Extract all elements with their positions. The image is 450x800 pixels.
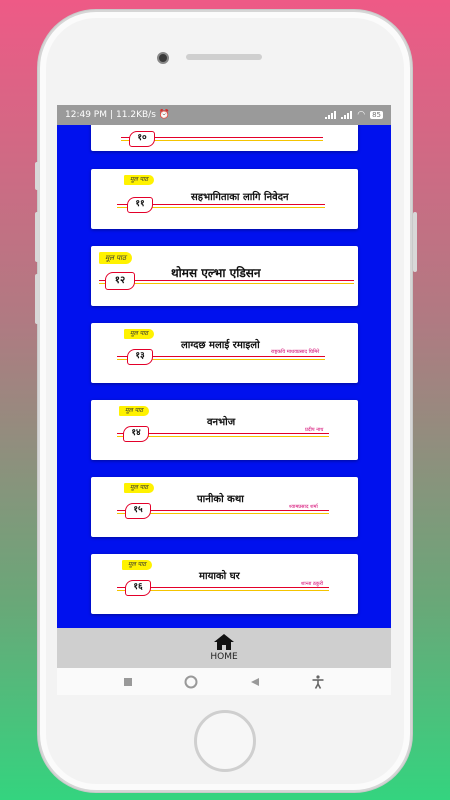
system-navigation-bar bbox=[57, 668, 391, 695]
lesson-card[interactable] bbox=[91, 169, 358, 229]
front-camera bbox=[157, 52, 169, 64]
lesson-author: शान्ता ठकुरी bbox=[301, 581, 324, 587]
lesson-title: वनभोज bbox=[207, 417, 236, 428]
lesson-badge: मूल पाठ bbox=[119, 406, 149, 416]
home-tab[interactable] bbox=[210, 634, 237, 662]
lesson-card[interactable] bbox=[91, 400, 358, 460]
lesson-number: १३ bbox=[127, 349, 153, 365]
recent-apps-icon[interactable] bbox=[123, 677, 133, 687]
lesson-badge: मूल पाठ bbox=[124, 329, 154, 339]
lesson-badge: मूल पाठ bbox=[124, 175, 154, 185]
home-circle-icon[interactable] bbox=[184, 675, 198, 689]
volume-down-button bbox=[35, 274, 39, 324]
lesson-number: १० bbox=[129, 131, 155, 147]
phone-home-button[interactable] bbox=[194, 710, 256, 772]
home-icon bbox=[214, 634, 234, 650]
lesson-card[interactable] bbox=[91, 554, 358, 614]
power-button bbox=[413, 212, 417, 272]
lesson-badge: मूल पाठ bbox=[99, 252, 132, 264]
title-underline-accent bbox=[117, 436, 329, 437]
lesson-card[interactable] bbox=[91, 125, 358, 151]
status-bar: 12:49 PM | 11.2KB/s ⏰ ◠ 85 bbox=[57, 105, 391, 125]
lesson-number: १४ bbox=[123, 426, 149, 442]
lesson-author: श्यामप्रसाद शर्मा bbox=[289, 504, 318, 510]
back-icon[interactable] bbox=[250, 677, 260, 687]
title-underline-accent bbox=[99, 283, 354, 284]
earpiece-speaker bbox=[186, 54, 262, 60]
battery-icon: 85 bbox=[372, 111, 381, 119]
lesson-card[interactable] bbox=[91, 477, 358, 537]
lesson-number: १५ bbox=[125, 503, 151, 519]
title-underline bbox=[99, 280, 354, 281]
lesson-title: लाग्दछ मलाई रमाइलो bbox=[181, 340, 260, 351]
status-speed: 11.2KB/s bbox=[116, 110, 156, 120]
lesson-author: प्रदीप नाथ bbox=[305, 427, 324, 433]
lesson-title: थोमस एल्भा एडिसन bbox=[171, 266, 261, 280]
lesson-author: राष्ट्रकवि माधवप्रसाद घिमिरे bbox=[271, 349, 320, 355]
lesson-number: १२ bbox=[105, 272, 135, 290]
home-tab-label: HOME bbox=[210, 652, 238, 662]
lesson-title: मायाको घर bbox=[199, 571, 240, 582]
accessibility-icon[interactable] bbox=[311, 675, 325, 689]
lesson-number: १६ bbox=[125, 580, 151, 596]
bottom-navigation bbox=[57, 628, 391, 668]
lesson-badge: मूल पाठ bbox=[124, 483, 154, 493]
alarm-icon: ⏰ bbox=[158, 110, 171, 120]
lesson-number: ११ bbox=[127, 197, 153, 213]
status-time: 12:49 PM bbox=[65, 110, 107, 120]
lesson-badge: मूल पाठ bbox=[122, 560, 152, 570]
wifi-icon: ◠ bbox=[357, 110, 366, 120]
cell-signal-2-icon bbox=[341, 111, 352, 119]
lesson-title: सहभागिताका लागि निवेदन bbox=[191, 192, 289, 203]
lesson-card[interactable] bbox=[91, 323, 358, 383]
lesson-list bbox=[57, 125, 391, 628]
mute-switch bbox=[35, 162, 39, 190]
lesson-title: पानीको कथा bbox=[197, 494, 244, 505]
cell-signal-icon bbox=[325, 111, 336, 119]
lesson-card[interactable] bbox=[91, 246, 358, 306]
screen bbox=[57, 105, 391, 695]
volume-up-button bbox=[35, 212, 39, 262]
